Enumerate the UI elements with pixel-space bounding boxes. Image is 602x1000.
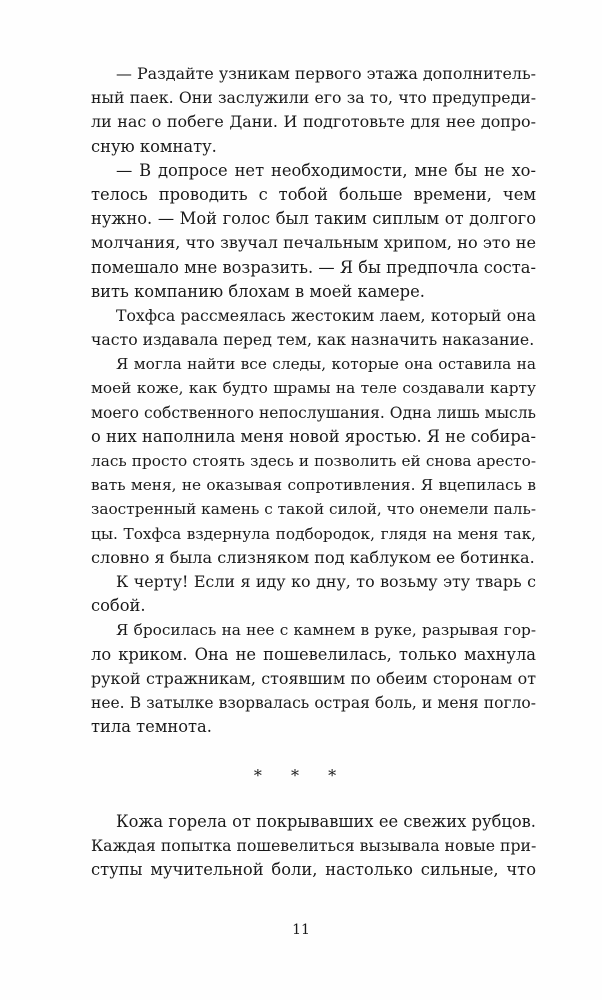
text-line: часто издавала перед тем, как назначить наказание.: [91, 330, 535, 350]
text-line: молчания, что звучал печальным хрипом, но это не: [91, 233, 536, 253]
text-line: Я бросилась на нее с камнем в руке, разрывая гор-: [116, 621, 536, 640]
text-line: нужно. — Мой голос был таким сиплым от долгого: [91, 209, 536, 229]
text-line: телось проводить с тобой больше времени, чем: [91, 184, 536, 204]
text-line: лась просто стоять здесь и позволить ей снова аресто-: [91, 452, 536, 470]
text-line: собой.: [91, 596, 146, 616]
text-line: Каждая попытка пошевелиться вызывала новые при-: [91, 836, 536, 856]
second-text-block: [91, 810, 536, 883]
text-line: ло криком. Она не пошевелилась, только махнула: [91, 644, 536, 664]
main-text-block: [91, 62, 536, 739]
text-line: ный паек. Они заслужили его за то, что предупреди-: [91, 88, 536, 108]
text-line: вать меня, не оказывая сопротивления. Я вцепилась в: [91, 476, 536, 495]
text-line: моей коже, как будто шрамы на теле создавали карту: [91, 379, 536, 398]
text-line: ли нас о побеге Дани. И подготовьте для нее допро-: [91, 112, 536, 132]
text-line: К черту! Если я иду ко дну, то возьму эту тварь с: [116, 571, 536, 591]
page-number: 11: [292, 922, 310, 938]
text-line: сную комнату.: [91, 136, 217, 156]
text-line: Я могла найти все следы, которые она оставила на: [116, 355, 536, 374]
text-line: — В допросе нет необходимости, мне бы не хо-: [116, 160, 536, 180]
text-line: рукой стражникам, стоявшим по обеим сторонам от: [91, 668, 536, 688]
text-line: моего собственного непослушания. Одна лишь мысль: [91, 403, 536, 422]
text-line: — Раздайте узникам первого этажа дополнитель-: [116, 64, 536, 83]
text-line: ступы мучительной боли, настолько сильные, что: [91, 860, 536, 880]
text-line: заостренный камень с такой силой, что онемели паль-: [91, 500, 536, 519]
text-line: о них наполнила меня новой яростью. Я не собира-: [91, 426, 536, 446]
section-separator: * * *: [253, 766, 349, 785]
text-line: Тохфса рассмеялась жестоким лаем, который она: [116, 305, 536, 325]
text-line: Кожа горела от покрывавших ее свежих рубцов.: [116, 812, 536, 831]
text-line: помешало мне возразить. — Я бы предпочла состa-: [91, 257, 536, 277]
text-line: словно я была слизняком под каблуком ее ботинка.: [91, 547, 535, 567]
text-line: нее. В затылке взорвалась острая боль, и меня погло-: [91, 693, 536, 712]
text-line: цы. Тохфса вздернула подбородок, глядя на меня так,: [91, 524, 536, 543]
text-line: тила темнота.: [91, 717, 212, 737]
text-line: вить компанию блохам в моей камере.: [91, 281, 425, 301]
